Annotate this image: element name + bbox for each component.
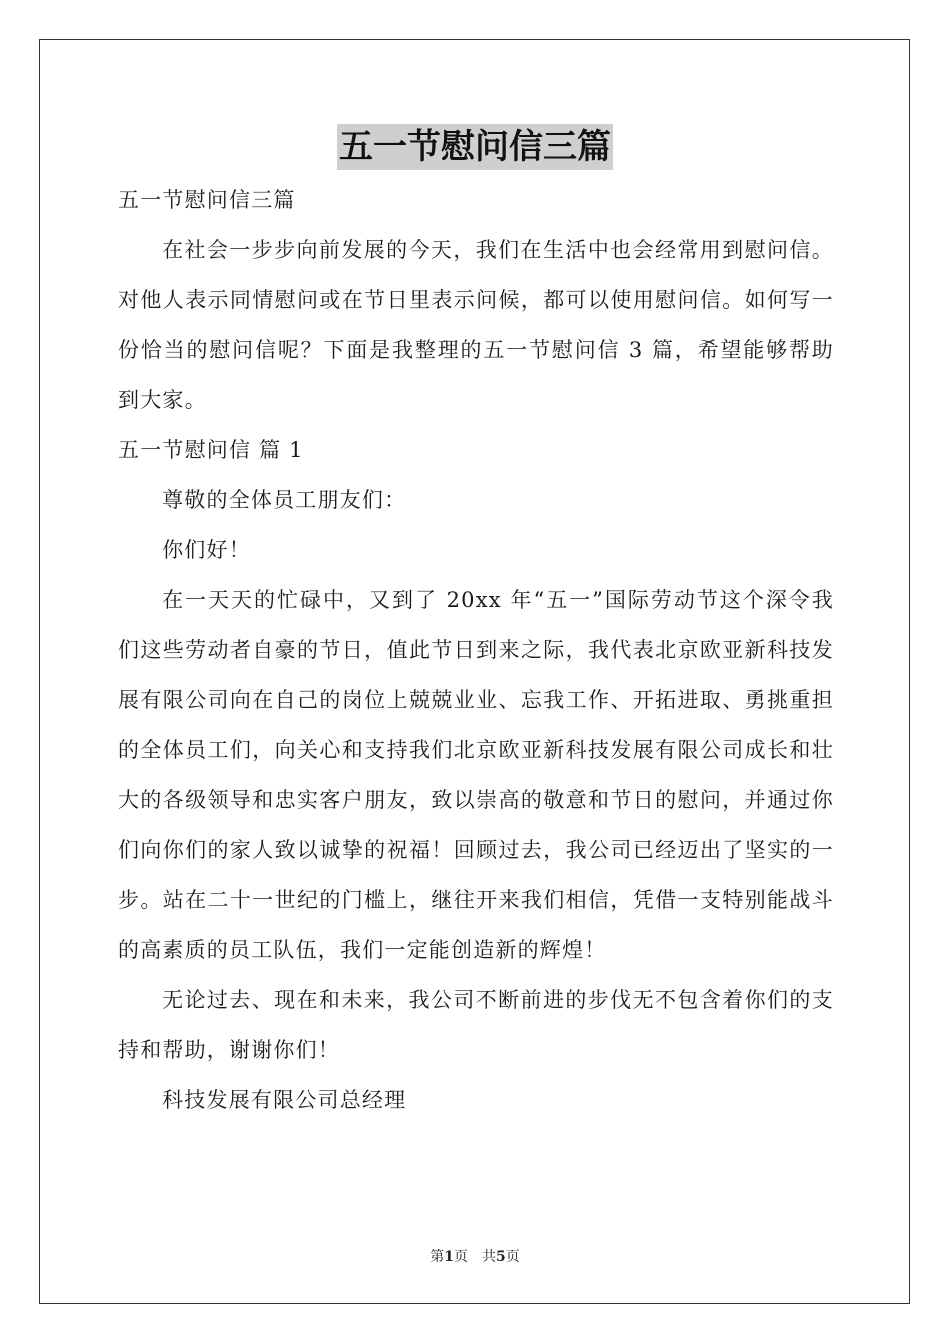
page-label-mid: 页 共 <box>454 1249 496 1265</box>
document-title: 五一节慰问信三篇 <box>337 124 613 170</box>
paragraph: 五一节慰问信三篇 <box>118 188 296 212</box>
total-page-count: 5 <box>496 1249 506 1265</box>
paragraph: 在社会一步步向前发展的今天，我们在生活中也会经常用到慰问信。对他人表示同情慰问或在节日里表示问候，都可以使用慰问信。如何写一份恰当的慰问信呢？下面是我整理的五一节慰问信 3 篇，希望能够帮助到大家。 <box>118 238 834 412</box>
section-heading: 五一节慰问信 篇 1 <box>118 438 304 462</box>
page-label-prefix: 第 <box>430 1249 445 1265</box>
salutation: 尊敬的全体员工朋友们： <box>162 488 407 512</box>
signature-line: 科技发展有限公司总经理 <box>162 1088 407 1112</box>
paragraph: 无论过去、现在和未来，我公司不断前进的步伐无不包含着你们的支持和帮助，谢谢你们！ <box>118 988 834 1062</box>
document-body <box>118 175 834 1125</box>
greeting: 你们好！ <box>162 538 251 562</box>
title-container <box>0 124 950 170</box>
page-footer <box>0 1246 950 1266</box>
paragraph: 在一天天的忙碌中，又到了 20xx 年“五一”国际劳动节这个深令我们这些劳动者自豪的节日，值此节日到来之际，我代表北京欧亚新科技发展有限公司向在自己的岗位上兢兢业业、忘我工作、开拓进取、勇挑重担的全体员工们，向关心和支持我们北京欧亚新科技发展有限公司成长和壮大的各级领导和忠实客户朋友，致以崇高的敬意和节日的慰问，并通过你们向你们的家人致以诚挚的祝福！回顾过去，我公司已经迈出了坚实的一步。站在二十一世纪的门槛上，继往开来我们相信，凭借一支特别能战斗的高素质的员工队伍，我们一定能创造新的辉煌！ <box>118 588 834 962</box>
page-label-suffix: 页 <box>505 1249 520 1265</box>
current-page-number: 1 <box>444 1249 454 1265</box>
